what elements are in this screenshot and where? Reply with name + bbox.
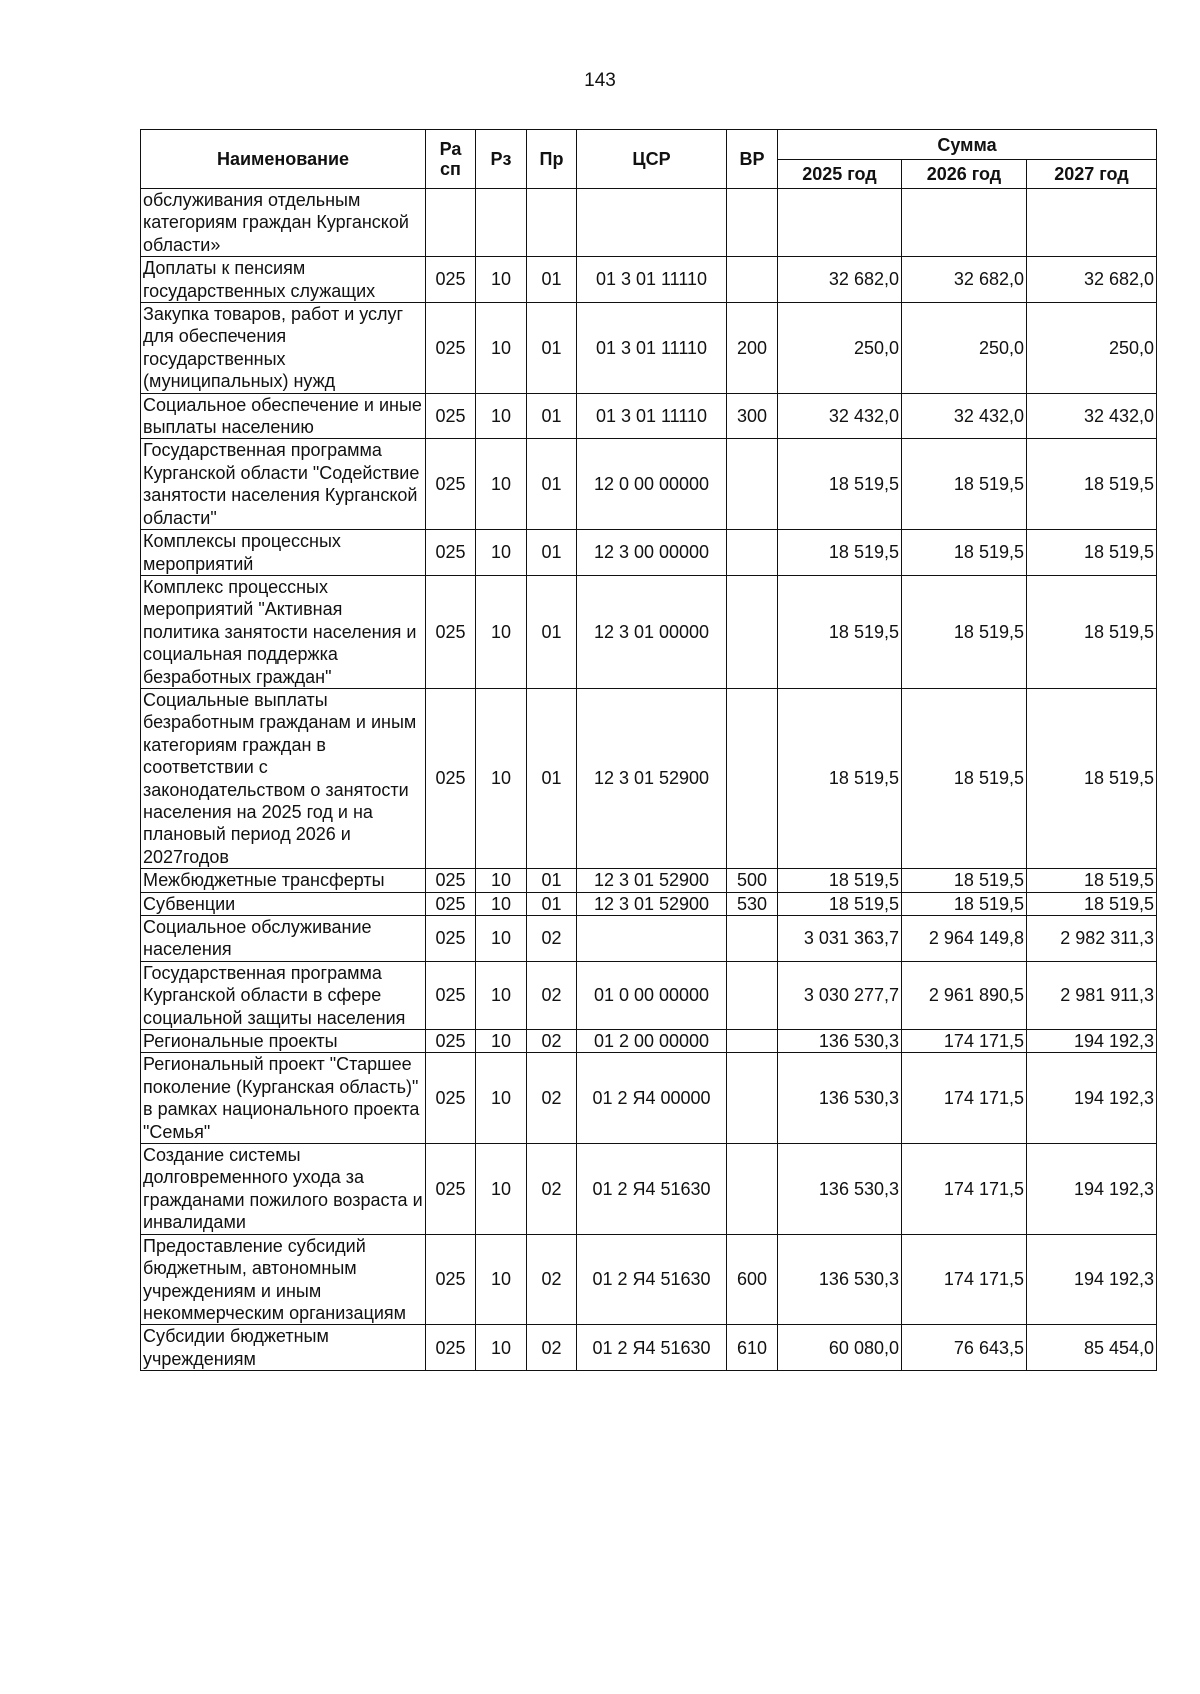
cell-amount-2027: 194 192,3 (1027, 1144, 1157, 1235)
cell-csr: 12 3 01 52900 (577, 892, 727, 915)
cell-vr (727, 1053, 778, 1144)
cell-vr: 200 (727, 303, 778, 394)
cell-vr (727, 530, 778, 576)
cell-pr: 02 (527, 1325, 577, 1371)
cell-rz: 10 (476, 1234, 527, 1325)
cell-csr: 01 2 00 00000 (577, 1030, 727, 1053)
cell-vr (727, 688, 778, 868)
cell-amount-2025 (778, 189, 902, 257)
cell-amount-2025: 18 519,5 (778, 575, 902, 688)
cell-amount-2027: 18 519,5 (1027, 892, 1157, 915)
cell-name: Закупка товаров, работ и услуг для обеспечения государственных (муниципальных) нужд (141, 303, 426, 394)
cell-amount-2026: 2 961 890,5 (902, 961, 1027, 1029)
cell-rasp: 025 (426, 688, 476, 868)
cell-name: Предоставление субсидий бюджетным, автономным учреждениям и иным некоммерческим организациям (141, 1234, 426, 1325)
cell-amount-2025: 136 530,3 (778, 1053, 902, 1144)
table-row (141, 892, 1157, 915)
cell-name: Субвенции (141, 892, 426, 915)
cell-amount-2027: 194 192,3 (1027, 1053, 1157, 1144)
header-year-2025: 2025 год (778, 160, 902, 189)
cell-rz: 10 (476, 257, 527, 303)
cell-pr: 02 (527, 1144, 577, 1235)
cell-amount-2027: 18 519,5 (1027, 869, 1157, 892)
cell-pr: 02 (527, 1234, 577, 1325)
table-row (141, 1144, 1157, 1235)
cell-amount-2027: 194 192,3 (1027, 1030, 1157, 1053)
table-row (141, 1234, 1157, 1325)
table-row (141, 1053, 1157, 1144)
cell-amount-2025: 32 432,0 (778, 393, 902, 439)
table-row (141, 1030, 1157, 1053)
cell-csr: 01 3 01 11110 (577, 257, 727, 303)
cell-rasp: 025 (426, 257, 476, 303)
cell-amount-2026: 174 171,5 (902, 1144, 1027, 1235)
table-row (141, 869, 1157, 892)
cell-rasp: 025 (426, 303, 476, 394)
cell-rz: 10 (476, 530, 527, 576)
cell-amount-2025: 18 519,5 (778, 688, 902, 868)
cell-amount-2027: 194 192,3 (1027, 1234, 1157, 1325)
cell-amount-2025: 250,0 (778, 303, 902, 394)
cell-rasp: 025 (426, 961, 476, 1029)
cell-name: Социальное обслуживание населения (141, 916, 426, 962)
cell-name: Комплексы процессных мероприятий (141, 530, 426, 576)
cell-pr: 01 (527, 869, 577, 892)
cell-rasp: 025 (426, 916, 476, 962)
table-body (141, 189, 1157, 1371)
cell-rz: 10 (476, 393, 527, 439)
cell-pr: 02 (527, 961, 577, 1029)
cell-pr: 02 (527, 1030, 577, 1053)
cell-csr (577, 916, 727, 962)
cell-amount-2026: 174 171,5 (902, 1030, 1027, 1053)
cell-amount-2027: 85 454,0 (1027, 1325, 1157, 1371)
cell-name: Доплаты к пенсиям государственных служащих (141, 257, 426, 303)
cell-vr (727, 575, 778, 688)
cell-pr: 01 (527, 257, 577, 303)
header-pr: Пр (527, 130, 577, 189)
cell-rz: 10 (476, 892, 527, 915)
cell-csr: 01 2 Я4 00000 (577, 1053, 727, 1144)
cell-vr: 300 (727, 393, 778, 439)
cell-rasp: 025 (426, 892, 476, 915)
cell-name: Государственная программа Курганской области "Содействие занятости населения Курганской области" (141, 439, 426, 530)
cell-name: Социальные выплаты безработным гражданам и иным категориям граждан в соответствии с законодательством о занятости населения на 2025 год и на плановый период 2026 и 2027годов (141, 688, 426, 868)
header-year-2026: 2026 год (902, 160, 1027, 189)
cell-amount-2027: 18 519,5 (1027, 530, 1157, 576)
cell-csr: 12 3 00 00000 (577, 530, 727, 576)
cell-amount-2026: 76 643,5 (902, 1325, 1027, 1371)
cell-amount-2026: 174 171,5 (902, 1234, 1027, 1325)
cell-amount-2026: 18 519,5 (902, 575, 1027, 688)
cell-rasp: 025 (426, 1053, 476, 1144)
cell-vr (727, 257, 778, 303)
header-summa: Сумма (778, 130, 1157, 160)
cell-pr: 02 (527, 1053, 577, 1144)
cell-vr (727, 189, 778, 257)
cell-amount-2026: 2 964 149,8 (902, 916, 1027, 962)
cell-amount-2027: 2 981 911,3 (1027, 961, 1157, 1029)
cell-rz: 10 (476, 1030, 527, 1053)
cell-amount-2025: 18 519,5 (778, 530, 902, 576)
cell-rasp: 025 (426, 1144, 476, 1235)
cell-name: Социальное обеспечение и иные выплаты населению (141, 393, 426, 439)
cell-amount-2025: 136 530,3 (778, 1030, 902, 1053)
cell-amount-2025: 18 519,5 (778, 869, 902, 892)
table-row (141, 1325, 1157, 1371)
cell-amount-2027: 18 519,5 (1027, 688, 1157, 868)
cell-rz: 10 (476, 961, 527, 1029)
cell-amount-2026: 174 171,5 (902, 1053, 1027, 1144)
cell-vr (727, 1030, 778, 1053)
cell-rz: 10 (476, 1325, 527, 1371)
cell-amount-2027: 32 432,0 (1027, 393, 1157, 439)
header-rz: Рз (476, 130, 527, 189)
cell-amount-2026: 18 519,5 (902, 530, 1027, 576)
table-row (141, 439, 1157, 530)
cell-name: обслуживания отдельным категориям граждан Курганской области» (141, 189, 426, 257)
cell-amount-2025: 32 682,0 (778, 257, 902, 303)
cell-csr: 01 2 Я4 51630 (577, 1144, 727, 1235)
cell-rasp: 025 (426, 1234, 476, 1325)
cell-amount-2026: 18 519,5 (902, 439, 1027, 530)
cell-vr: 530 (727, 892, 778, 915)
cell-amount-2025: 136 530,3 (778, 1144, 902, 1235)
cell-vr (727, 1144, 778, 1235)
cell-vr (727, 916, 778, 962)
cell-rz: 10 (476, 1053, 527, 1144)
cell-csr: 12 3 01 52900 (577, 688, 727, 868)
cell-name: Создание системы долговременного ухода за гражданами пожилого возраста и инвалидами (141, 1144, 426, 1235)
cell-rz (476, 189, 527, 257)
table-row (141, 961, 1157, 1029)
cell-csr: 01 3 01 11110 (577, 393, 727, 439)
cell-vr: 600 (727, 1234, 778, 1325)
cell-amount-2025: 3 031 363,7 (778, 916, 902, 962)
cell-rz: 10 (476, 869, 527, 892)
cell-amount-2025: 136 530,3 (778, 1234, 902, 1325)
cell-rasp (426, 189, 476, 257)
cell-amount-2026: 18 519,5 (902, 688, 1027, 868)
cell-rasp: 025 (426, 393, 476, 439)
cell-amount-2027: 2 982 311,3 (1027, 916, 1157, 962)
table-row (141, 189, 1157, 257)
cell-amount-2025: 3 030 277,7 (778, 961, 902, 1029)
cell-csr: 01 2 Я4 51630 (577, 1325, 727, 1371)
cell-rasp: 025 (426, 530, 476, 576)
cell-rasp: 025 (426, 1325, 476, 1371)
header-year-2027: 2027 год (1027, 160, 1157, 189)
cell-csr: 01 0 00 00000 (577, 961, 727, 1029)
cell-name: Государственная программа Курганской области в сфере социальной защиты населения (141, 961, 426, 1029)
header-csr: ЦСР (577, 130, 727, 189)
cell-pr (527, 189, 577, 257)
header-vr: ВР (727, 130, 778, 189)
cell-vr: 610 (727, 1325, 778, 1371)
header-rasp: Ра сп (426, 130, 476, 189)
page-number: 143 (584, 70, 616, 91)
table-row (141, 916, 1157, 962)
cell-name: Межбюджетные трансферты (141, 869, 426, 892)
table-row (141, 688, 1157, 868)
table-row (141, 257, 1157, 303)
cell-csr: 12 0 00 00000 (577, 439, 727, 530)
cell-csr: 01 3 01 11110 (577, 303, 727, 394)
cell-vr (727, 439, 778, 530)
cell-pr: 01 (527, 575, 577, 688)
cell-name: Комплекс процессных мероприятий "Активная политика занятости населения и социальная поддержка безработных граждан" (141, 575, 426, 688)
cell-pr: 01 (527, 688, 577, 868)
cell-amount-2026: 250,0 (902, 303, 1027, 394)
cell-amount-2027: 18 519,5 (1027, 439, 1157, 530)
cell-amount-2027: 18 519,5 (1027, 575, 1157, 688)
cell-pr: 01 (527, 892, 577, 915)
cell-pr: 01 (527, 439, 577, 530)
cell-amount-2026: 32 432,0 (902, 393, 1027, 439)
cell-vr (727, 961, 778, 1029)
cell-amount-2025: 18 519,5 (778, 892, 902, 915)
cell-rasp: 025 (426, 575, 476, 688)
table-row (141, 303, 1157, 394)
table-header (141, 130, 1157, 189)
cell-csr: 12 3 01 00000 (577, 575, 727, 688)
cell-rz: 10 (476, 1144, 527, 1235)
cell-name: Региональные проекты (141, 1030, 426, 1053)
cell-csr: 12 3 01 52900 (577, 869, 727, 892)
cell-csr: 01 2 Я4 51630 (577, 1234, 727, 1325)
cell-pr: 01 (527, 530, 577, 576)
table-row (141, 530, 1157, 576)
cell-amount-2027: 32 682,0 (1027, 257, 1157, 303)
header-name: Наименование (141, 130, 426, 189)
cell-pr: 02 (527, 916, 577, 962)
cell-rz: 10 (476, 688, 527, 868)
cell-csr (577, 189, 727, 257)
cell-amount-2025: 60 080,0 (778, 1325, 902, 1371)
cell-name: Субсидии бюджетным учреждениям (141, 1325, 426, 1371)
cell-amount-2026: 18 519,5 (902, 869, 1027, 892)
cell-amount-2026: 32 682,0 (902, 257, 1027, 303)
cell-amount-2026: 18 519,5 (902, 892, 1027, 915)
cell-amount-2027 (1027, 189, 1157, 257)
cell-amount-2027: 250,0 (1027, 303, 1157, 394)
cell-rz: 10 (476, 575, 527, 688)
cell-amount-2025: 18 519,5 (778, 439, 902, 530)
cell-rasp: 025 (426, 869, 476, 892)
cell-name: Региональный проект "Старшее поколение (Курганская область)" в рамках национального проекта "Семья" (141, 1053, 426, 1144)
budget-table (140, 129, 1157, 1371)
cell-amount-2026 (902, 189, 1027, 257)
cell-vr: 500 (727, 869, 778, 892)
cell-rasp: 025 (426, 1030, 476, 1053)
cell-rasp: 025 (426, 439, 476, 530)
table-row (141, 575, 1157, 688)
cell-pr: 01 (527, 393, 577, 439)
cell-rz: 10 (476, 303, 527, 394)
cell-rz: 10 (476, 439, 527, 530)
table-row (141, 393, 1157, 439)
cell-rz: 10 (476, 916, 527, 962)
cell-pr: 01 (527, 303, 577, 394)
